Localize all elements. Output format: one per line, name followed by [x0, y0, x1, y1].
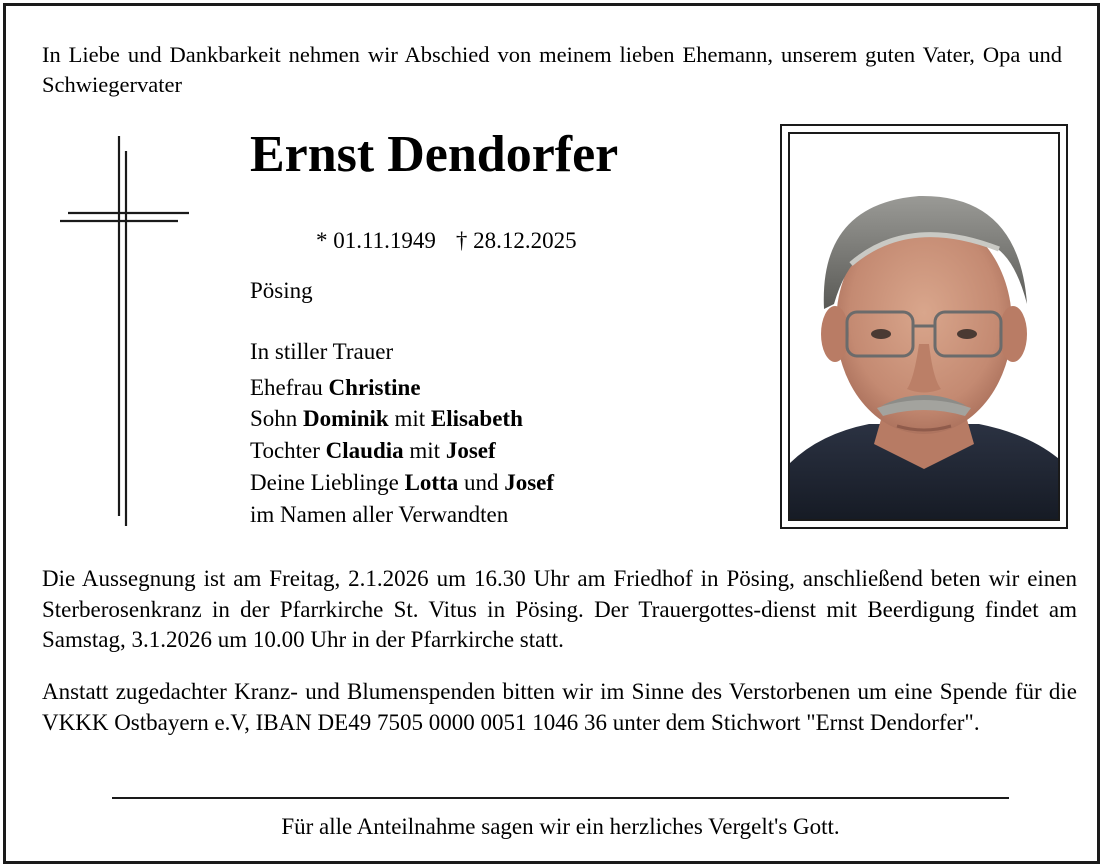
mourner-joiner: und [458, 469, 505, 495]
divider [112, 797, 1009, 799]
birth-date: * 01.11.1949 [316, 228, 436, 253]
donation-request: Anstatt zugedachter Kranz- und Blumenspenden bitten wir im Sinne des Verstorbenen um eine Spende für die VKKK Ostbayern e.V, IBAN DE49 7505 0000 0051 1046 36 unter dem Stichwort "Ernst Dendorfer". [42, 679, 1077, 735]
portrait-image [788, 132, 1060, 521]
mourner-joiner: mit [388, 406, 431, 432]
portrait-photo [780, 124, 1068, 529]
portrait-illustration [790, 134, 1058, 519]
mourner-name: Elisabeth [430, 406, 523, 432]
service-details: Die Aussegnung ist am Freitag, 2.1.2026 um 16.30 Uhr am Friedhof in Pösing, anschließend beten wir einen Sterberosenkranz in der Pfarrkirche St. Vitus in Pösing. Der Trauergottes-dienst mit Beerdigung findet am Samstag, 3.1.2026 um 10.00 Uhr in der Pfarrkirche statt. [42, 566, 1077, 652]
mourner-name: Josef [445, 438, 496, 464]
deceased-name: Ernst Dendorfer [250, 126, 619, 183]
life-dates [316, 226, 577, 256]
mourner-name: Claudia [325, 438, 404, 464]
hometown: Pösing [250, 278, 313, 303]
obituary-notice [3, 3, 1100, 864]
cross-icon [56, 131, 191, 531]
mourner-relation: Tochter [250, 438, 326, 464]
mourner-name: Dominik [303, 406, 389, 432]
mourner-daughter [250, 435, 554, 467]
mourner-wife [250, 372, 554, 404]
thanks-line: Für alle Anteilnahme sagen wir ein herzliches Vergelt's Gott. [281, 814, 840, 839]
mourner-relation: Deine Lieblinge [250, 469, 405, 495]
mourning-heading: In stiller Trauer [250, 339, 394, 364]
mourner-relation: Ehefrau [250, 374, 329, 400]
intro-text: In Liebe und Dankbarkeit nehmen wir Abschied von meinem lieben Ehemann, unserem guten Vater, Opa und Schwiegervater [42, 42, 1062, 97]
death-date: † 28.12.2025 [455, 228, 577, 253]
mourner-name: Josef [504, 469, 555, 495]
mourner-name: Lotta [404, 469, 459, 495]
mourner-son [250, 403, 554, 435]
mourner-relation: Sohn [250, 406, 304, 432]
mourner-relatives: im Namen aller Verwandten [250, 501, 509, 527]
mourner-joiner: mit [403, 438, 446, 464]
mourner-grandchildren [250, 467, 554, 499]
mourner-name: Christine [328, 374, 421, 400]
mourners-list [250, 336, 554, 530]
